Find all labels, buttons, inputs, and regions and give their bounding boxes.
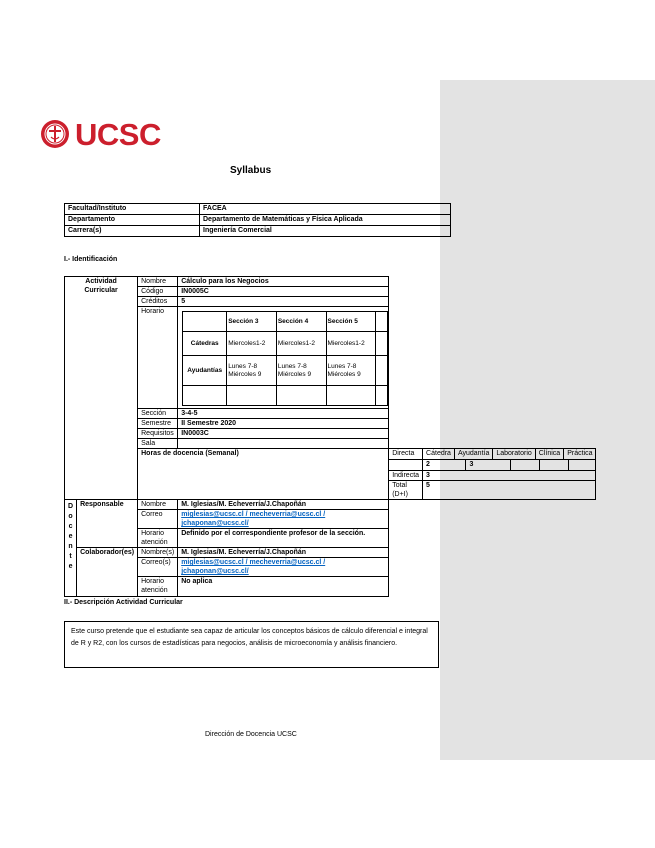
- horas-columns-cell: [423, 449, 596, 460]
- schedule-header: Sección 3: [227, 312, 277, 332]
- section-identificacion-title: I.- Identificación: [64, 256, 118, 263]
- faculty-value: FACEA: [200, 204, 451, 215]
- page-footer: Dirección de Docencia UCSC: [205, 731, 297, 738]
- schedule-cell: Miercoles1-2: [326, 332, 376, 356]
- schedule-header: Sección 4: [276, 312, 326, 332]
- section-descripcion-title: II.- Descripción Actividad Curricular: [64, 599, 183, 606]
- department-label: Departamento: [65, 215, 200, 226]
- horas-column-header: Ayudantía: [454, 449, 492, 459]
- codigo-value: IN0005C: [178, 287, 389, 297]
- faculty-label: Facultad/Instituto: [65, 204, 200, 215]
- colaborador-horario-label: Horario atención: [138, 577, 178, 597]
- schedule-cell: Miercoles1-2: [227, 332, 277, 356]
- total-value: 5: [423, 481, 596, 500]
- horas-values-table: [423, 460, 595, 470]
- schedule-cell: Lunes 7-8 Miércoles 9: [227, 356, 277, 386]
- horas-value: 2: [423, 460, 466, 470]
- responsable-horario-label: Horario atención: [138, 529, 178, 548]
- career-value: Ingeniería Comercial: [200, 226, 451, 237]
- responsable-label: Responsable: [77, 500, 138, 548]
- colaborador-email-link[interactable]: miglesias@ucsc.cl / mecheverria@ucsc.cl / jchaponan@ucsc.cl/: [178, 558, 389, 577]
- semestre-label: Semestre: [138, 419, 178, 429]
- horas-value: 3: [466, 460, 511, 470]
- sala-value: [178, 439, 389, 449]
- directa-label: Directa: [389, 449, 423, 460]
- university-seal-icon: [40, 119, 70, 149]
- schedule-cell: Lunes 7-8 Miércoles 9: [326, 356, 376, 386]
- schedule-header: Sección 5: [326, 312, 376, 332]
- page-title: Syllabus: [230, 165, 272, 176]
- table-row: [65, 215, 451, 226]
- department-value: Departamento de Matemáticas y Física Aplicada: [200, 215, 451, 226]
- sala-label: Sala: [138, 439, 178, 449]
- schedule-table: [182, 311, 388, 406]
- horas-column-header: Cátedra: [423, 449, 454, 459]
- seccion-label: Sección: [138, 409, 178, 419]
- codigo-label: Código: [138, 287, 178, 297]
- docente-vertical-label: D o c e n t e: [65, 500, 77, 597]
- table-row: [65, 204, 451, 215]
- horas-column-header: Clínica: [535, 449, 563, 459]
- indirecta-value: 3: [423, 471, 596, 481]
- ayudantias-label: Ayudantías: [183, 356, 227, 386]
- header-table: [64, 203, 451, 237]
- indirecta-label: Indirecta: [389, 471, 423, 481]
- colaborador-correo-label: Correo(s): [138, 558, 178, 577]
- horas-value: [540, 460, 569, 470]
- horas-column-header: Laboratorio: [493, 449, 535, 459]
- creditos-label: Créditos: [138, 297, 178, 307]
- responsable-correo-label: Correo: [138, 510, 178, 529]
- requisitos-value: IN0003C: [178, 429, 389, 439]
- brand-name: UCSC: [75, 116, 161, 152]
- creditos-value: 5: [178, 297, 389, 307]
- horas-values-cell: [423, 460, 596, 471]
- horario-label: Horario: [138, 307, 178, 409]
- responsable-nombre-label: Nombre: [138, 500, 178, 510]
- horas-value: [511, 460, 540, 470]
- responsable-horario-value: Definido por el correspondiente profesor de la sección.: [178, 529, 389, 548]
- career-label: Carrera(s): [65, 226, 200, 237]
- description-box: Este curso pretende que el estudiante sea capaz de articular los conceptos básicos de cálculo diferencial e integral de R y R2, con los cursos de estadísticas para negocios, análisis de microeconomía y análisis financiero.: [64, 621, 439, 668]
- horas-value: [569, 460, 596, 470]
- horas-column-header: Práctica: [567, 450, 593, 457]
- colaborador-nombre-label: Nombre(s): [138, 548, 178, 558]
- catedras-label: Cátedras: [183, 332, 227, 356]
- schedule-cell: Lunes 7-8 Miércoles 9: [276, 356, 326, 386]
- actividad-curricular-label: Actividad Curricular: [65, 277, 138, 500]
- responsable-nombre-value: M. Iglesias/M. Echeverría/J.Chapoñán: [178, 500, 389, 510]
- semestre-value: II Semestre 2020: [178, 419, 389, 429]
- schedule-cell: Miercoles1-2: [276, 332, 326, 356]
- requisitos-label: Requisitos: [138, 429, 178, 439]
- colaborador-horario-value: No aplica: [178, 577, 389, 597]
- total-label: Total (D+I): [389, 481, 423, 500]
- ucsc-logo: [40, 116, 161, 152]
- colaborador-nombre-value: M. Iglesias/M. Echeverría/J.Chapoñán: [178, 548, 389, 558]
- nombre-value: Cálculo para los Negocios: [178, 277, 389, 287]
- identification-table: [64, 276, 596, 597]
- colaborador-label: Colaborador(es): [77, 548, 138, 597]
- responsable-email-link[interactable]: miglesias@ucsc.cl / mecheverria@ucsc.cl / jchaponan@ucsc.cl/: [178, 510, 389, 529]
- horario-cell: [178, 307, 389, 409]
- horas-docencia-label: Horas de docencia (Semanal): [138, 449, 389, 500]
- table-row: [65, 226, 451, 237]
- horas-columns-table: [423, 449, 595, 459]
- seccion-value: 3-4-5: [178, 409, 389, 419]
- nombre-label: Nombre: [138, 277, 178, 287]
